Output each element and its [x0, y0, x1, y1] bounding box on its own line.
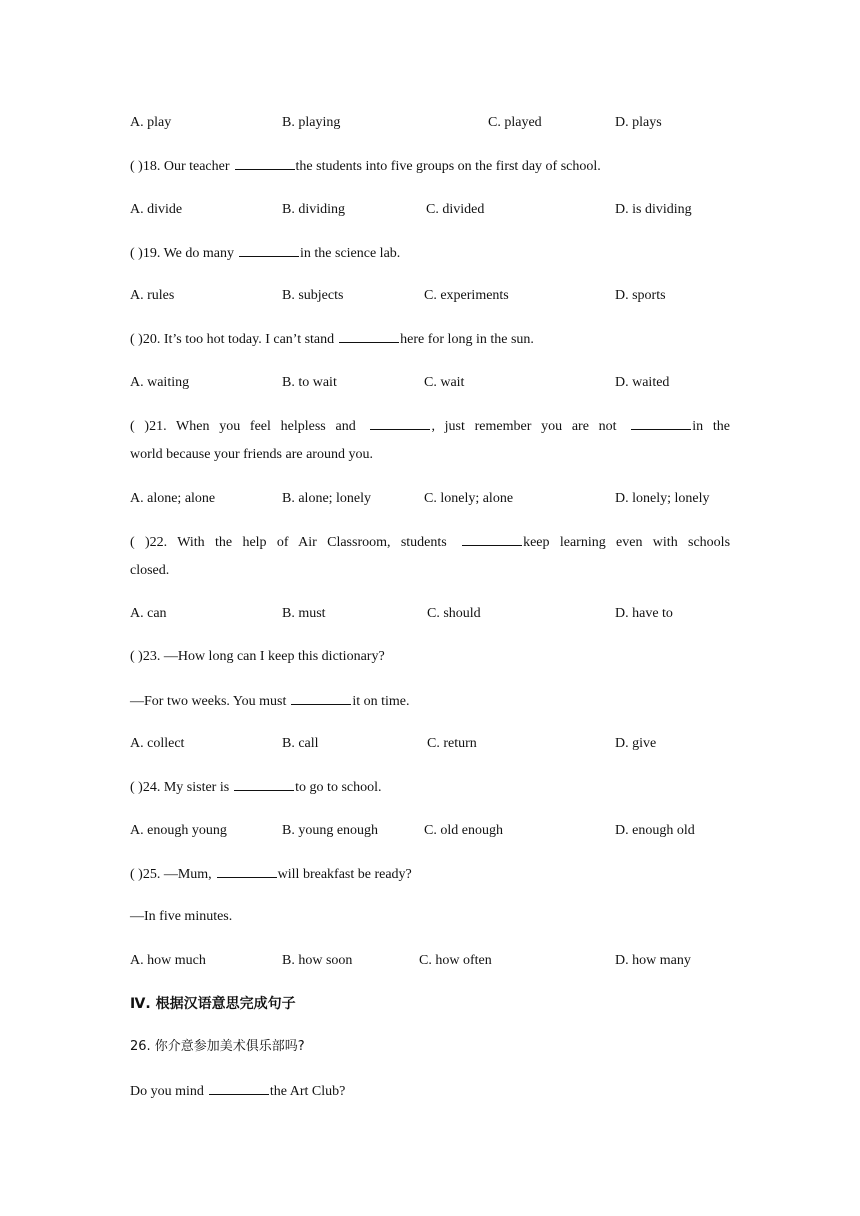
question-text-end: here for long in the sun. — [400, 332, 534, 347]
q24-option-d: D. enough old — [615, 823, 695, 838]
answer-paren: ( ) — [130, 246, 143, 261]
q23-option-a: A. collect — [130, 736, 185, 751]
answer-paren: ( ) — [130, 780, 143, 795]
q24-option-b: B. young enough — [282, 823, 379, 838]
question-23-line-1 — [130, 648, 385, 666]
answer-blank — [462, 533, 522, 546]
question-18 — [130, 157, 601, 176]
q17-option-c: C. played — [488, 115, 542, 130]
q19-option-b: B. subjects — [282, 288, 344, 303]
question-21-line-1 — [130, 417, 730, 436]
answer-blank — [239, 244, 299, 257]
answer-blank — [235, 157, 295, 170]
answer-blank-1 — [370, 417, 430, 430]
answer-blank — [209, 1082, 269, 1095]
q20-option-b: B. to wait — [282, 375, 337, 390]
q22-option-c: C. should — [427, 606, 481, 621]
question-22-line-2: closed. — [130, 563, 170, 578]
q21-option-d: D. lonely; lonely — [615, 491, 710, 506]
question-22-line-1 — [130, 533, 730, 552]
q25-option-b: B. how soon — [282, 953, 353, 968]
q17-option-d: D. plays — [615, 115, 662, 130]
question-20 — [130, 330, 534, 349]
q20-option-d: D. waited — [615, 375, 670, 390]
q23-option-c: C. return — [427, 736, 477, 751]
question-26-english — [130, 1082, 345, 1101]
answer-blank — [339, 330, 399, 343]
answer-paren: ( ) — [130, 159, 143, 174]
q20-option-c: C. wait — [424, 375, 465, 390]
question-26-chinese: 26. 你介意参加美术俱乐部吗? — [130, 1039, 305, 1054]
question-text-end: to go to school. — [295, 780, 382, 795]
answer-paren: ( ) — [130, 867, 143, 882]
answer-blank — [234, 778, 294, 791]
question-21-line-2: world because your friends are around you. — [130, 447, 373, 462]
question-19 — [130, 244, 400, 263]
question-text-end: it on time. — [352, 694, 410, 709]
question-text: 19. We do many — [142, 246, 234, 261]
q20-option-a: A. waiting — [130, 375, 190, 390]
question-23-line-2 — [130, 692, 410, 711]
q18-option-a: A. divide — [130, 202, 183, 217]
q19-option-d: D. sports — [615, 288, 666, 303]
q23-option-d: D. give — [615, 736, 657, 751]
q21-option-c: C. lonely; alone — [424, 491, 514, 506]
answer-blank — [217, 865, 277, 878]
q24-option-c: C. old enough — [424, 823, 503, 838]
q22-option-a: A. can — [130, 606, 167, 621]
question-text-end: will breakfast be ready? — [277, 867, 412, 882]
q18-option-b: B. dividing — [282, 202, 346, 217]
answer-paren: ( ) — [130, 332, 143, 347]
question-text: 18. Our teacher — [142, 159, 230, 174]
q18-option-d: D. is dividing — [615, 202, 692, 217]
q17-option-b: B. playing — [282, 115, 341, 130]
q23-option-b: B. call — [282, 736, 319, 751]
question-text: 20. It’s too hot today. I can’t stand — [142, 332, 335, 347]
answer-paren: ( ) — [130, 419, 150, 434]
answer-blank-2 — [631, 417, 691, 430]
question-text: —For two weeks. You must — [130, 694, 287, 709]
question-text-mid: , just remember you are not — [431, 419, 617, 434]
q24-option-a: A. enough young — [130, 823, 227, 838]
q25-option-a: A. how much — [130, 953, 206, 968]
question-text: 22. With the help of Air Classroom, students — [149, 535, 447, 550]
question-text: 23. —How long can I keep this dictionary? — [142, 649, 385, 664]
question-text: Do you mind — [130, 1084, 204, 1099]
q21-option-a: A. alone; alone — [130, 491, 216, 506]
section-heading: Ⅳ. 根据汉语意思完成句子 — [130, 996, 296, 1012]
question-text-end: in the — [692, 419, 731, 434]
question-25-line-2: —In five minutes. — [130, 909, 233, 924]
q17-option-a: A. play — [130, 115, 172, 130]
answer-paren: ( ) — [130, 535, 150, 550]
question-text-end: the students into five groups on the first day of school. — [295, 159, 601, 174]
question-text: 24. My sister is — [142, 780, 230, 795]
q19-option-a: A. rules — [130, 288, 175, 303]
question-text-end: in the science lab. — [300, 246, 401, 261]
q25-option-d: D. how many — [615, 953, 691, 968]
question-text-end: keep learning even with schools — [523, 535, 731, 550]
question-text: 21. When you feel helpless and — [149, 419, 356, 434]
answer-blank — [291, 692, 351, 705]
question-24 — [130, 778, 382, 797]
q22-option-b: B. must — [282, 606, 326, 621]
q18-option-c: C. divided — [426, 202, 485, 217]
question-text-end: the Art Club? — [269, 1084, 346, 1099]
q21-option-b: B. alone; lonely — [282, 491, 372, 506]
question-text: 25. —Mum, — [142, 867, 212, 882]
q19-option-c: C. experiments — [424, 288, 509, 303]
q22-option-d: D. have to — [615, 606, 673, 621]
question-25-line-1 — [130, 865, 412, 884]
q25-option-c: C. how often — [419, 953, 492, 968]
answer-paren: ( ) — [130, 649, 143, 664]
